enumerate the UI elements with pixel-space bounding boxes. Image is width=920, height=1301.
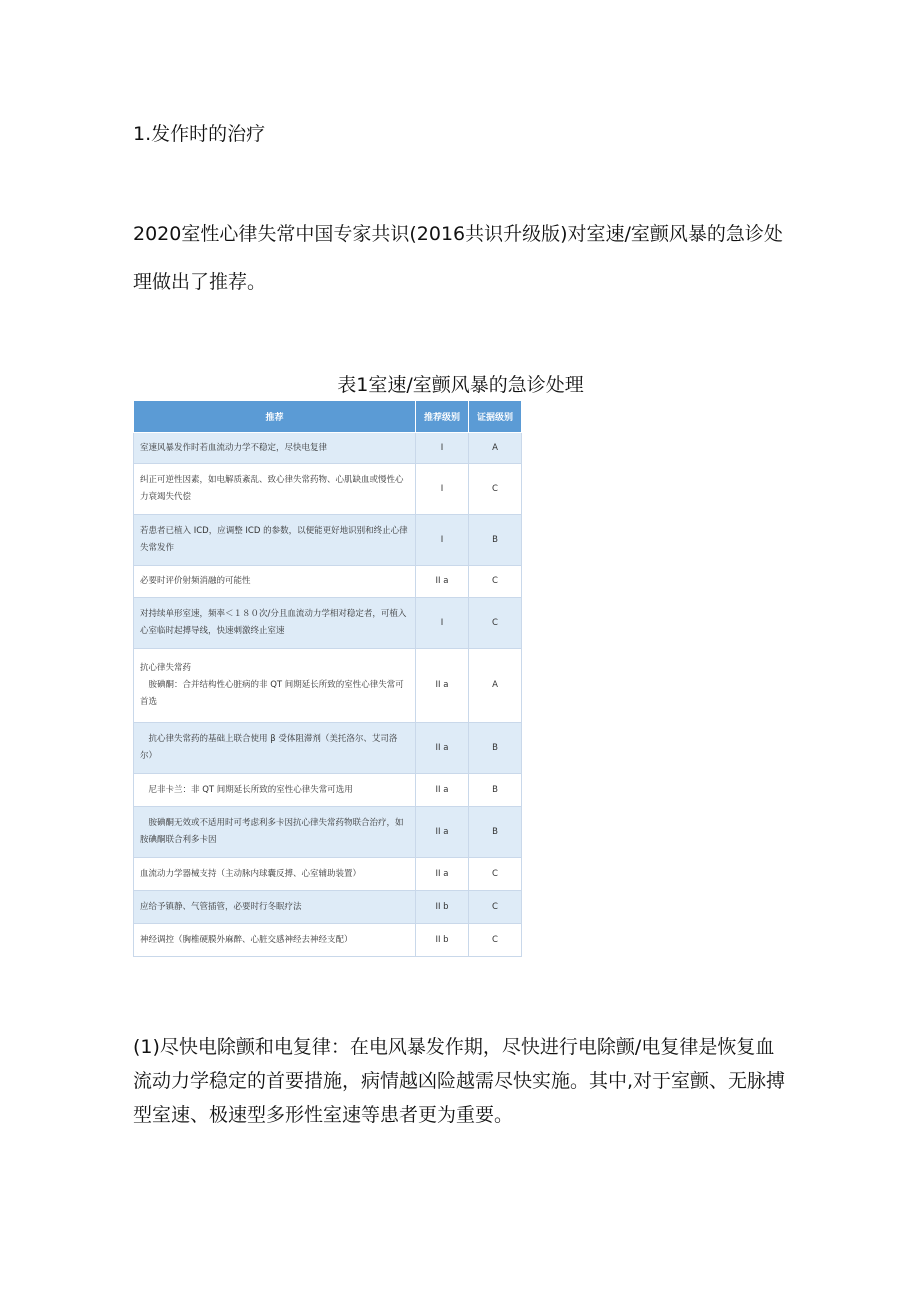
row-recommendation-level: I xyxy=(416,464,469,515)
section-heading: 1.发作时的治疗 xyxy=(133,123,266,145)
row-recommendation-level: II a xyxy=(416,774,469,807)
row-recommendation-level: I xyxy=(416,515,469,566)
row-evidence-level: B xyxy=(469,774,522,807)
table-header-row xyxy=(134,401,522,433)
row-text-title: 抗心律失常药 xyxy=(140,663,192,673)
row-evidence-level: C xyxy=(469,858,522,891)
table-row xyxy=(134,649,522,723)
row-text: 纠正可逆性因素，如电解质紊乱、致心律失常药物、心肌缺血或慢性心力衰竭失代偿 xyxy=(134,464,416,515)
header-recommendation-level: 推荐级别 xyxy=(416,401,469,433)
row-text: 尼非卡兰：非 QT 间期延长所致的室性心律失常可选用 xyxy=(134,774,416,807)
row-recommendation-level: II a xyxy=(416,807,469,858)
row-evidence-level: B xyxy=(469,723,522,774)
row-text-detail: 胺碘酮：合并结构性心脏病的非 QT 间期延长所致的室性心律失常可首选 xyxy=(140,680,404,707)
row-evidence-level: A xyxy=(469,433,522,464)
row-recommendation-level: II a xyxy=(416,723,469,774)
table-row xyxy=(134,515,522,566)
row-text: 血流动力学器械支持（主动脉内球囊反搏、心室辅助装置） xyxy=(134,858,416,891)
table-row xyxy=(134,723,522,774)
table-row xyxy=(134,464,522,515)
row-evidence-level: C xyxy=(469,598,522,649)
intro-paragraph: 2020室性心律失常中国专家共识(2016共识升级版)对室速/室颤风暴的急诊处理做出了推荐。 xyxy=(133,223,783,293)
table-row xyxy=(134,433,522,464)
row-recommendation-level: II a xyxy=(416,649,469,723)
row-recommendation-level: II a xyxy=(416,858,469,891)
row-text: 胺碘酮无效或不适用时可考虑利多卡因抗心律失常药物联合治疗，如胺碘酮联合利多卡因 xyxy=(134,807,416,858)
table-caption: 表1室速/室颤风暴的急诊处理 xyxy=(337,374,584,396)
row-evidence-level: C xyxy=(469,891,522,924)
row-evidence-level: C xyxy=(469,566,522,598)
row-text: 抗心律失常药的基础上联合使用 β 受体阻滞剂（美托洛尔、艾司洛尔） xyxy=(134,723,416,774)
row-text: 神经调控（胸椎硬膜外麻醉、心脏交感神经去神经支配） xyxy=(134,924,416,957)
table-row xyxy=(134,774,522,807)
row-text xyxy=(134,649,416,723)
row-text: 对持续单形室速，频率＜１８０次/分且血流动力学相对稳定者，可植入心室临时起搏导线，快速刺激终止室速 xyxy=(134,598,416,649)
row-recommendation-level: II b xyxy=(416,924,469,957)
row-text: 必要时评价射频消融的可能性 xyxy=(134,566,416,598)
row-text: 应给予镇静、气管插管，必要时行冬眠疗法 xyxy=(134,891,416,924)
recommendation-table xyxy=(133,400,522,957)
header-recommendation: 推荐 xyxy=(134,401,416,433)
table-row xyxy=(134,924,522,957)
table-row xyxy=(134,858,522,891)
electrical-cardioversion-paragraph: (1)尽快电除颤和电复律：在电风暴发作期，尽快进行电除颤/电复律是恢复血流动力学稳定的首要措施，病情越凶险越需尽快实施。其中,对于室颤、无脉搏型室速、极速型多形性室速等患者更为重要。 xyxy=(133,1036,786,1126)
row-recommendation-level: II a xyxy=(416,566,469,598)
table-row xyxy=(134,807,522,858)
table-row xyxy=(134,566,522,598)
row-evidence-level: B xyxy=(469,515,522,566)
row-recommendation-level: I xyxy=(416,433,469,464)
header-evidence-level: 证据级别 xyxy=(469,401,522,433)
row-evidence-level: C xyxy=(469,464,522,515)
table-row xyxy=(134,598,522,649)
table-row xyxy=(134,891,522,924)
row-text: 室速风暴发作时若血流动力学不稳定，尽快电复律 xyxy=(134,433,416,464)
row-text: 若患者已植入 ICD，应调整 ICD 的参数，以便能更好地识别和终止心律失常发作 xyxy=(134,515,416,566)
row-recommendation-level: II b xyxy=(416,891,469,924)
row-evidence-level: C xyxy=(469,924,522,957)
row-recommendation-level: I xyxy=(416,598,469,649)
row-evidence-level: A xyxy=(469,649,522,723)
row-evidence-level: B xyxy=(469,807,522,858)
